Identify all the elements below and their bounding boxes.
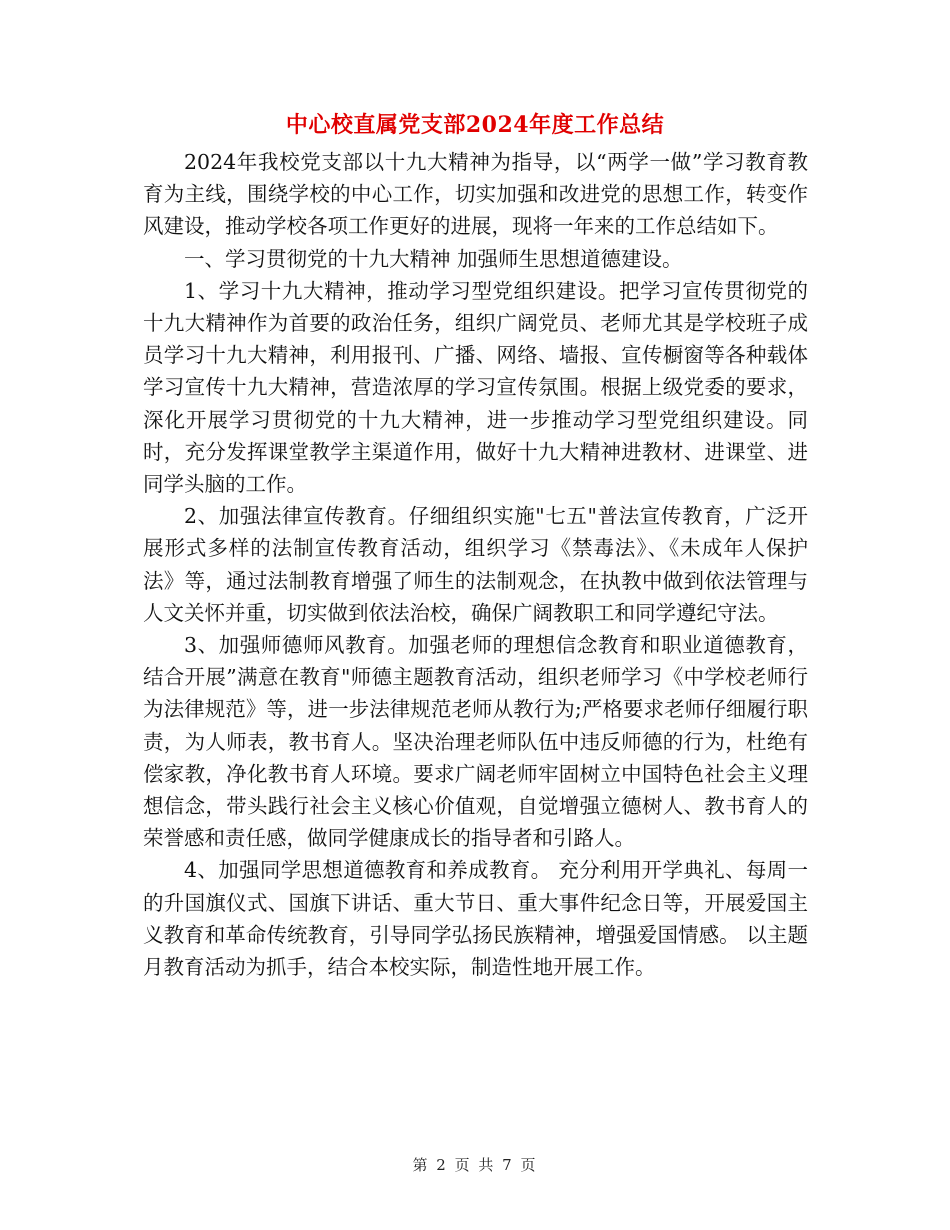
paragraph-item-2: 2、加强法律宣传教育。仔细组织实施"七五"普法宣传教育，广泛开展形式多样的法制宣传教育活动，组织学习《禁毒法》、《未成年人保护法》等，通过法制教育增强了师生的法制观念，在执教中做到依法管理与人文关怀并重，切实做到依法治校，确保广阔教职工和同学遵纪守法。 [143, 504, 808, 625]
paragraph-item-1: 1、学习十九大精神，推动学习型党组织建设。把学习宣传贯彻党的十九大精神作为首要的政治任务，组织广阔党员、老师尤其是学校班子成员学习十九大精神，利用报刊、广播、网络、墙报、宣传橱窗等各种载体学习宣传十九大精神，营造浓厚的学习宣传氛围。根据上级党委的要求，深化开展学习贯彻党的十九大精神，进一步推动学习型党组织建设。同时，充分发挥课堂教学主渠道作用，做好十九大精神进教材、进课堂、进同学头脑的工作。 [143, 278, 808, 497]
paragraph-item-4: 4、加强同学思想道德教育和养成教育。 充分利用开学典礼、每周一的升国旗仪式、国旗下讲话、重大节日、重大事件纪念日等，开展爱国主义教育和革命传统教育，引导同学弘扬民族精神，增强爱国情感。 以主题月教育活动为抓手，结合本校实际，制造性地开展工作。 [143, 858, 808, 980]
section-heading-1: 一、学习贯彻党的十九大精神 加强师生思想道德建设。 [184, 246, 683, 271]
paragraph-item-3: 3、加强师德师风教育。加强老师的理想信念教育和职业道德教育，结合开展”满意在教育"师德主题教育活动，组织老师学习《中学校老师行为法律规范》等，进一步法律规范老师从教行为;严格要求老师仔细履行职责，为人师表，教书育人。坚决治理老师队伍中违反师德的行为，杜绝有偿家教，净化教书育人环境。要求广阔老师牢固树立中国特色社会主义理想信念，带头践行社会主义核心价值观，自觉增强立德树人、教书育人的荣誉感和责任感，做同学健康成长的指导者和引路人。 [143, 633, 808, 851]
paragraph-intro: 2024年我校党支部以十九大精神为指导，以“两学一做”学习教育教育为主线，围绕学校的中心工作，切实加强和改进党的思想工作，转变作风建设，推动学校各项工作更好的进展，现将一年来的工作总结如下。 [143, 150, 808, 239]
document-body [143, 146, 808, 983]
document-title: 中心校直属党支部2024年度工作总结 [285, 112, 665, 138]
page-footer: 第 2 页 共 7 页 [412, 1156, 538, 1174]
